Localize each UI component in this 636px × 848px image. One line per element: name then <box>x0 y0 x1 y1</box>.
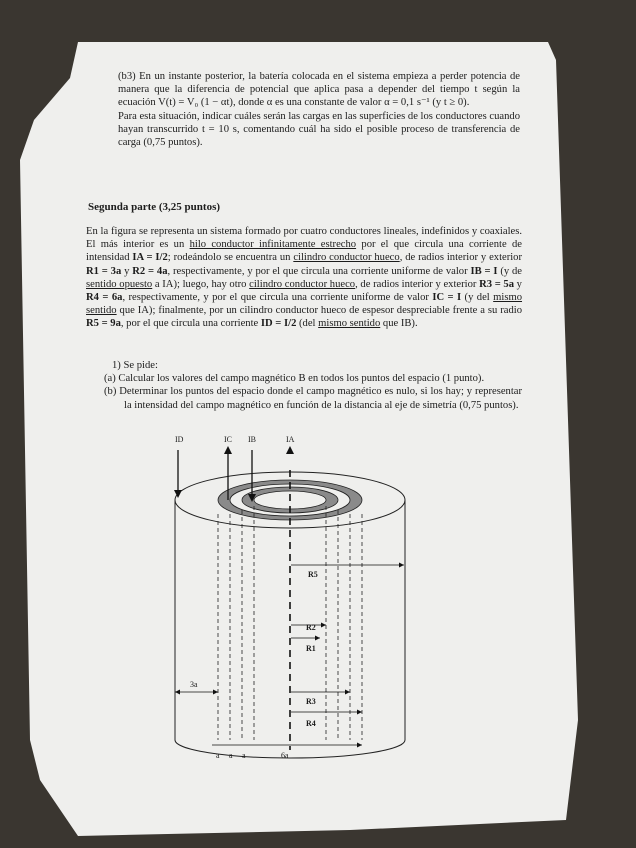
label-r1: R1 <box>306 644 316 653</box>
label-r3: R3 <box>306 697 316 706</box>
section-title: Segunda parte (3,25 puntos) <box>88 201 221 213</box>
label-a-3: a <box>242 751 246 760</box>
label-ic: IC <box>224 435 232 444</box>
label-id: ID <box>175 435 184 444</box>
label-r2: R2 <box>306 623 316 632</box>
label-ib: IB <box>248 435 256 444</box>
label-a-2: a <box>229 751 233 760</box>
label-ia: IA <box>286 435 295 444</box>
b3-question: Para esta situación, indicar cuáles serán las cargas en las superficies de los conductores cuando hayan transcurrido t = 10 s, comentando cuál ha sido el posible proceso de transferencia de carga (0,75 puntos). <box>118 110 520 149</box>
question-header: 1) Se pide: <box>112 360 158 371</box>
question-b: (b) Determinar los puntos del espacio donde el campo magnético es nulo, si los hay; y representar la intensidad del campo magnético en función de la distancia al eje de simetría (0,75 puntos). <box>104 386 522 411</box>
b3-paragraph <box>118 70 520 149</box>
question-list <box>104 359 522 412</box>
b3-statement: (b3) En un instante posterior, la batería colocada en el sistema empieza a perder potencia de manera que la diferencia de potencial que aplica pasa a depender del tiempo t según la ecuación V(t) = V₀ (1 − αt), donde α es una constante de valor α = 0,1 s⁻¹ (y t ≥ 0). <box>118 71 520 109</box>
label-6a: 6a <box>281 751 289 760</box>
coaxial-figure <box>160 430 420 760</box>
label-r5: R5 <box>308 570 318 579</box>
question-a: (a) Calcular los valores del campo magnético B en todos los puntos del espacio (1 punto). <box>104 373 485 385</box>
problem-intro: En la figura se representa un sistema formado por cuatro conductores lineales, indefinidos y coaxiales. El más interior es un hilo conductor infinitamente estrecho por el que circula una corriente de intensidad IA = I/2; rodeándolo se encuentra un cilindro conductor hueco, de radios interior y exterior R1 = 3a y R2 = 4a, respectivamente, y por el que circula una corriente uniforme de valor IB = I (y de sentido opuesto a IA); luego, hay otro cilindro conductor hueco, de radios interior y exterior R3 = 5a y R4 = 6a, respectivamente, y por el que circula una corriente uniforme de valor IC = I (y del mismo sentido que IA); finalmente, por un cilindro conductor hueco de espesor despreciable frente a su radio R5 = 9a, por el que circula una corriente ID = I/2 (del mismo sentido que IB). <box>86 226 523 330</box>
label-3a: 3a <box>190 680 198 689</box>
label-a-1: a <box>216 751 220 760</box>
label-r4: R4 <box>306 719 316 728</box>
